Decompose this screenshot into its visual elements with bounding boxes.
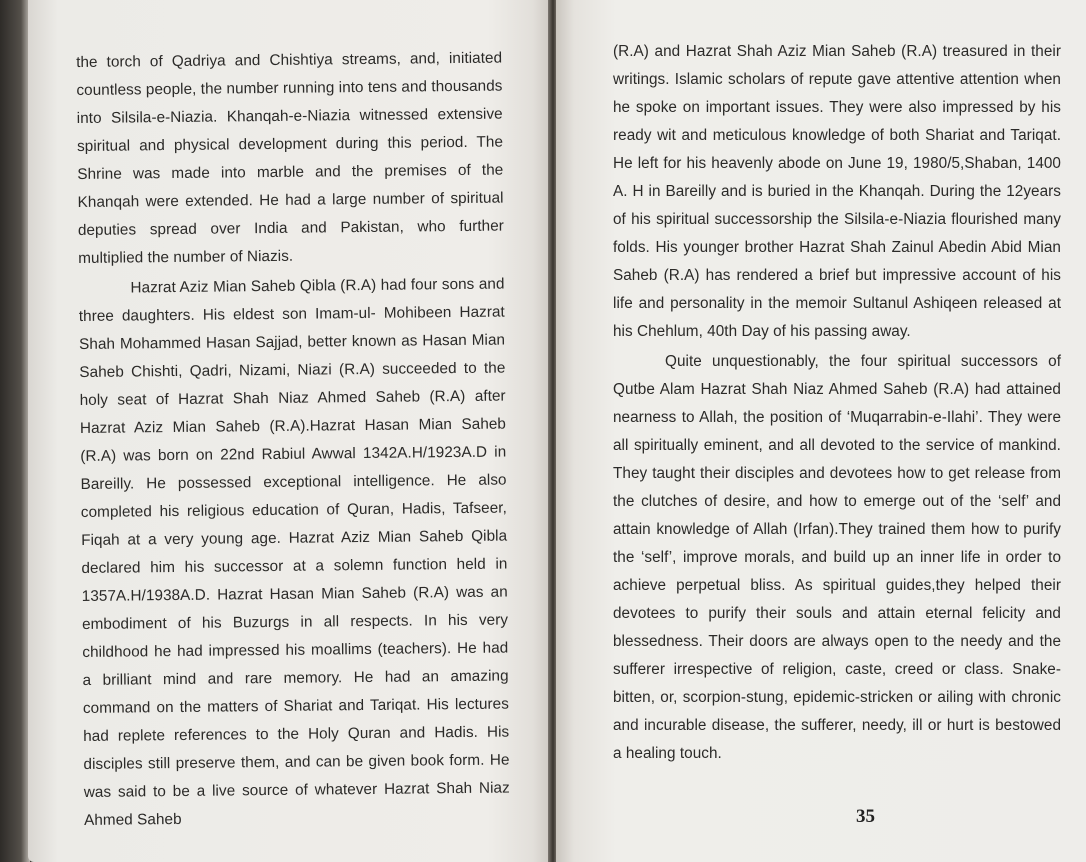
left-paragraph-2: Hazrat Aziz Mian Saheb Qibla (R.A) had four sons and three daughters. His eldest son Imam-ul- Mohibeen Hazrat Shah Mohammed Hasan Sajjad, better known as Hasan Mian Saheb Chishti, Qadri, Nizami, Niazi (R.A) succeeded to the holy seat of Hazrat Shah Niaz Ahmed Saheb (R.A) after Hazrat Aziz Mian Saheb (R.A).Hazrat Hasan Mian Saheb (R.A) was born on 22nd Rabiul Awwal 1342A.H/1923A.D in Bareilly. He possessed exceptional intelligence. He also completed his religious education of Quran, Hadis, Tafseer, Fiqah at a very young age. Hazrat Aziz Mian Saheb Qibla declared him his successor at a solemn function held in 1357A.H/1938A.D. Hazrat Hasan Mian Saheb (R.A) was an embodiment of his Buzurgs in all respects. In his very childhood he had impressed his moallims (teachers). He had a brilliant mind and rare memory. He had an amazing command on the matters of Shariat and Tariqat. His lectures had replete references to the Holy Quran and Hadis. His disciples still preserve them, and can be given book form. He was said to be a live source of whatever Hazrat Shah Niaz Ahmed Saheb	[78, 275, 510, 829]
page-number: 35	[856, 806, 875, 827]
left-page	[28, 0, 550, 862]
right-page-text	[613, 38, 1061, 768]
right-paragraph-2: Quite unquestionably, the four spiritual successors of Qutbe Alam Hazrat Shah Niaz Ahmed Saheb (R.A) had attained nearness to Allah, the position of ‘Muqarrabin-e-Ilahi’. They were all spiritually eminent, and all devoted to the service of mankind. They taught their disciples and devotees how to get release from the clutches of desire, and how to emerge out of the ‘self’ and attain knowledge of Allah (Irfan).They trained them how to purify the ‘self’, improve morals, and build up an inner life in order to achieve perpetual bliss. As spiritual guides,they helped their devotees to purify their souls and attain eternal felicity and blessedness. Their doors are always open to the needy and the sufferer irrespective of religion, caste, creed or class. Snake-bitten, or, scorpion-stung, epidemic-stricken or ailing with chronic and incurable disease, the sufferer, needy, ill or hurt is bestowed a healing touch.	[613, 353, 1061, 762]
right-paragraph-1: (R.A) and Hazrat Shah Aziz Mian Saheb (R.A) treasured in their writings. Islamic scholars of repute gave attentive attention when he spoke on important issues. They were also impressed by his ready wit and meticulous knowledge of both Shariat and Tariqat. He left for his heavenly abode on June 19, 1980/5,Shaban, 1400 A. H in Bareilly and is buried in the Khanqah. During the 12years of his spiritual successorship the Silsila-e-Niazia flourished many folds. His younger brother Hazrat Shah Zainul Abedin Abid Mian Saheb (R.A) has rendered a brief but impressive account of his life and personality in the memoir Sultanul Ashiqeen released at his Chehlum, 40th Day of his passing away.	[613, 43, 1061, 340]
book-edge	[0, 0, 30, 862]
left-paragraph-1: the torch of Qadriya and Chishtiya streams, and, initiated countless people, the number running into tens and thousands into Silsila-e-Niazia. Khanqah-e-Niazia witnessed extensive spiritual and physical development during this period. The Shrine was made into marble and the premises of the Khanqah were extended. He had a large number of spiritual deputies spread over India and Pakistan, who further multiplied the number of Niazis.	[76, 49, 504, 267]
right-page	[556, 0, 1086, 862]
left-page-text	[76, 45, 510, 835]
